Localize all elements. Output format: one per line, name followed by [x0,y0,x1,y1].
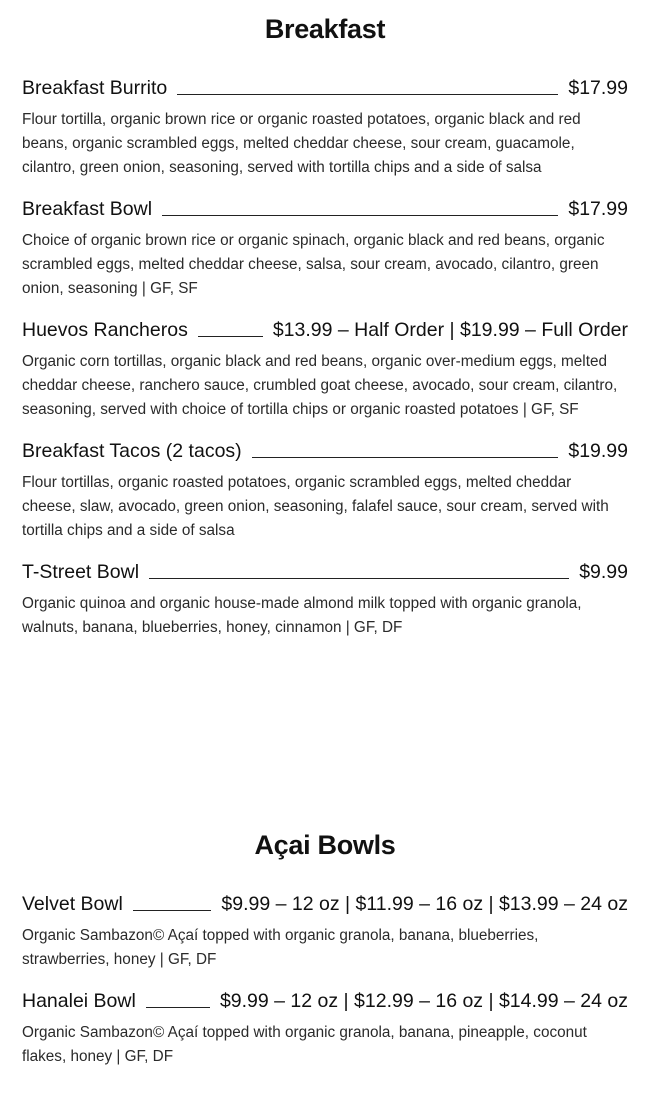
item-price: $17.99 [568,77,628,99]
leader-line [177,93,558,95]
item-price: $9.99 – 12 oz | $11.99 – 16 oz | $13.99 – 24 oz [221,893,628,915]
item-name: Velvet Bowl [22,893,123,915]
item-name: Hanalei Bowl [22,990,136,1012]
item-name: T-Street Bowl [22,561,140,583]
item-price: $19.99 [568,440,628,462]
menu-item-velvet-bowl [22,891,628,972]
leader-line [133,909,212,911]
item-price: $17.99 [568,198,628,220]
leader-line [162,214,558,216]
item-price: $9.99 [579,561,628,583]
section-title-breakfast: Breakfast [264,14,386,44]
breakfast-section [22,14,628,640]
section-title-acai: Açai Bowls [254,830,396,860]
leader-line [252,456,559,458]
item-description: Organic Sambazon© Açaí topped with organic granola, banana, pineapple, coconut flakes, honey | GF, DF [22,1024,587,1065]
menu-item-huevos-rancheros [22,317,628,422]
menu-item-t-street-bowl [22,559,628,640]
leader-line [146,1006,210,1008]
menu-item-hanalei-bowl [22,988,628,1069]
menu-item-breakfast-tacos [22,438,628,543]
item-name: Breakfast Bowl [22,198,153,220]
leader-line [149,577,569,579]
item-price: $13.99 – Half Order | $19.99 – Full Order [272,319,628,341]
item-description: Organic Sambazon© Açaí topped with organic granola, banana, blueberries, strawberries, honey | GF, DF [22,927,539,968]
item-name: Breakfast Tacos (2 tacos) [22,440,242,462]
item-price: $9.99 – 12 oz | $12.99 – 16 oz | $14.99 – 24 oz [219,990,628,1012]
item-description: Flour tortilla, organic brown rice or organic roasted potatoes, organic black and red beans, organic scrambled eggs, melted cheddar cheese, sour cream, guacamole, cilantro, green onion, seasoning, served with tortilla chips and a side of salsa [22,111,581,176]
item-name: Huevos Rancheros [22,319,188,341]
menu-item-breakfast-burrito [22,75,628,180]
item-description: Choice of organic brown rice or organic spinach, organic black and red beans, organic scrambled eggs, melted cheddar cheese, salsa, sour cream, avocado, cilantro, green onion, seasoning | GF, SF [22,232,605,297]
item-description: Organic corn tortillas, organic black and red beans, organic over-medium eggs, melted cheddar cheese, ranchero sauce, crumbled goat cheese, avocado, sour cream, cilantro, seasoning, served with choice of tortilla chips or organic roasted potatoes | GF, SF [22,353,618,418]
leader-line [198,335,263,337]
menu-item-breakfast-bowl [22,196,628,301]
item-name: Breakfast Burrito [22,77,168,99]
item-description: Flour tortillas, organic roasted potatoes, organic scrambled eggs, melted cheddar cheese, slaw, avocado, green onion, seasoning, falafel sauce, sour cream, served with tortilla chips and a side of salsa [22,474,609,539]
item-description: Organic quinoa and organic house-made almond milk topped with organic granola, walnuts, banana, blueberries, honey, cinnamon | GF, DF [22,595,582,636]
acai-section [22,830,628,1069]
